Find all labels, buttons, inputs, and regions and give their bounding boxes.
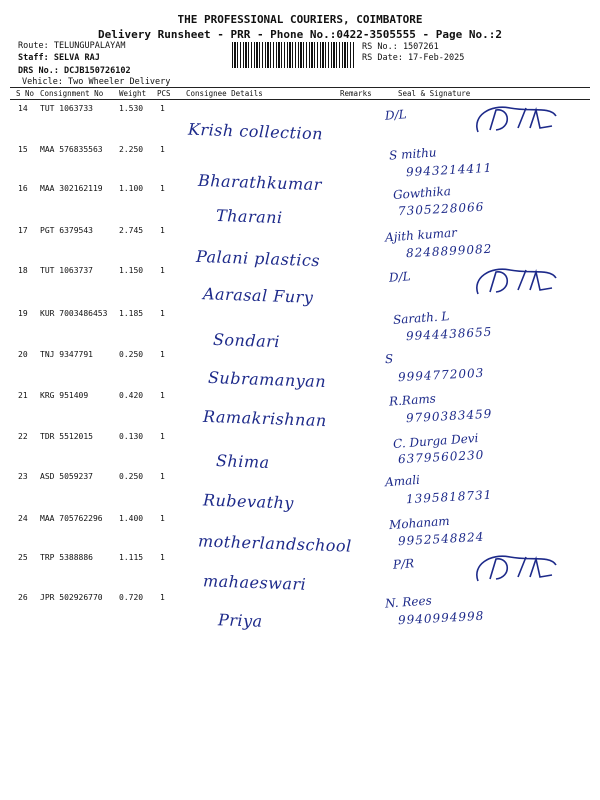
route-label: Route: TELUNGUPALAYAM [18, 41, 126, 51]
dl-stamp-icon [470, 264, 560, 300]
sno-cell: 23 [18, 472, 28, 481]
pcs-cell: 1 [160, 309, 165, 318]
col-header-remarks: Remarks [340, 89, 372, 98]
weight-cell: 0.250 [119, 350, 144, 359]
signature: D/L [384, 107, 408, 123]
weight-cell: 1.185 [119, 309, 144, 318]
staff-label: Staff: SELVA RAJ [18, 53, 100, 63]
contact-phone: 9790383459 [405, 406, 493, 426]
col-header-weight: Weight [119, 89, 147, 98]
weight-cell: 1.150 [119, 266, 144, 275]
consignment-cell: MAA 576835563 [40, 145, 103, 154]
sno-cell: 18 [18, 266, 28, 275]
consignment-cell: TDR 5512015 [40, 432, 93, 441]
consignment-cell: JPR 502926770 [40, 593, 103, 602]
weight-cell: 0.250 [119, 472, 144, 481]
barcode [232, 42, 354, 68]
signature: R.Rams [388, 391, 437, 409]
pcs-cell: 1 [160, 472, 165, 481]
consignment-cell: KUR 7003486453 [40, 309, 108, 318]
pcs-cell: 1 [160, 226, 165, 235]
sno-cell: 20 [18, 350, 28, 359]
col-header-pcs: PCS [157, 89, 171, 98]
contact-phone: 9944438655 [405, 324, 493, 344]
weight-cell: 1.530 [119, 104, 144, 113]
consignee-name: mahaeswari [202, 571, 307, 594]
contact-phone: 9943214411 [405, 160, 493, 180]
pr-stamp-icon [470, 551, 560, 587]
consignee-name: Shima [215, 451, 270, 472]
rs-date: RS Date: 17-Feb-2025 [362, 53, 465, 63]
col-header-consignment: Consignment No [40, 89, 104, 98]
signature: Ajith kumar [384, 225, 458, 245]
weight-cell: 0.420 [119, 391, 144, 400]
signature: C. Durga Devi [392, 431, 479, 451]
company-title: THE PROFESSIONAL COURIERS, COIMBATORE [177, 13, 423, 26]
pcs-cell: 1 [160, 432, 165, 441]
weight-cell: 1.400 [119, 514, 144, 523]
consignment-cell: TNJ 9347791 [40, 350, 93, 359]
consignee-name: Ramakrishnan [202, 406, 328, 431]
weight-cell: 0.130 [119, 432, 144, 441]
contact-phone: 9940994998 [397, 608, 485, 628]
sno-cell: 19 [18, 309, 28, 318]
sno-cell: 26 [18, 593, 28, 602]
signature: D/L [388, 269, 412, 285]
pcs-cell: 1 [160, 145, 165, 154]
consignment-cell: TRP 5388886 [40, 553, 93, 562]
consignee-name: Tharani [215, 205, 283, 228]
consignment-cell: PGT 6379543 [40, 226, 93, 235]
pcs-cell: 1 [160, 350, 165, 359]
sno-cell: 24 [18, 514, 28, 523]
signature: N. Rees [384, 593, 433, 611]
weight-cell: 2.745 [119, 226, 144, 235]
consignee-name: Krish collection [187, 119, 324, 144]
dl-stamp-icon [470, 102, 560, 138]
pcs-cell: 1 [160, 104, 165, 113]
sno-cell: 14 [18, 104, 28, 113]
consignee-name: Rubevathy [202, 490, 295, 513]
consignment-cell: KRG 951409 [40, 391, 89, 400]
contact-phone: 1395818731 [405, 487, 493, 507]
sno-cell: 15 [18, 145, 28, 154]
consignment-cell: ASD 5059237 [40, 472, 93, 481]
consignee-name: Aarasal Fury [202, 284, 314, 307]
header-bottom-rule [10, 99, 590, 100]
contact-phone: 8248899082 [405, 241, 493, 261]
contact-phone: 9952548824 [397, 529, 485, 549]
pcs-cell: 1 [160, 391, 165, 400]
pcs-cell: 1 [160, 514, 165, 523]
consignee-name: motherlandschool [197, 531, 353, 556]
contact-phone: 9994772003 [397, 365, 485, 385]
weight-cell: 1.100 [119, 184, 144, 193]
signature: S mithu [388, 145, 437, 163]
pcs-cell: 1 [160, 553, 165, 562]
signature: Gowthika [392, 183, 452, 203]
consignment-cell: TUT 1063737 [40, 266, 93, 275]
sno-cell: 16 [18, 184, 28, 193]
col-header-seal: Seal & Signature [398, 89, 471, 98]
signature: Mohanam [388, 513, 451, 533]
rs-no: RS No.: 1507261 [362, 42, 439, 52]
pcs-cell: 1 [160, 184, 165, 193]
sno-cell: 25 [18, 553, 28, 562]
contact-phone: 7305228066 [397, 199, 485, 219]
consignee-name: Subramanyan [207, 367, 327, 392]
signature: Amali [384, 472, 421, 490]
drs-label: DRS No.: DCJB150726102 [18, 66, 131, 76]
runsheet-subtitle: Delivery Runsheet - PRR - Phone No.:0422-3505555 - Page No.:2 [98, 28, 502, 41]
consignee-name: Sondari [212, 329, 281, 352]
col-header-consignee: Consignee Details [186, 89, 263, 98]
sno-cell: 22 [18, 432, 28, 441]
consignment-cell: MAA 705762296 [40, 514, 103, 523]
consignment-cell: MAA 302162119 [40, 184, 103, 193]
pcs-cell: 1 [160, 266, 165, 275]
vehicle-label: Vehicle: Two Wheeler Delivery [22, 77, 171, 87]
consignee-name: Palani plastics [195, 246, 321, 271]
weight-cell: 0.720 [119, 593, 144, 602]
consignment-cell: TUT 1063733 [40, 104, 93, 113]
sno-cell: 21 [18, 391, 28, 400]
signature: P/R [392, 556, 415, 572]
sno-cell: 17 [18, 226, 28, 235]
consignee-name: Bharathkumar [197, 170, 323, 195]
weight-cell: 1.115 [119, 553, 144, 562]
pcs-cell: 1 [160, 593, 165, 602]
header-top-rule [10, 87, 590, 88]
consignee-name: Priya [217, 610, 263, 631]
signature: Sarath. L [392, 309, 450, 327]
weight-cell: 2.250 [119, 145, 144, 154]
contact-phone: 6379560230 [397, 447, 485, 467]
signature: S [384, 351, 394, 367]
col-header-sno: S No [16, 89, 35, 98]
